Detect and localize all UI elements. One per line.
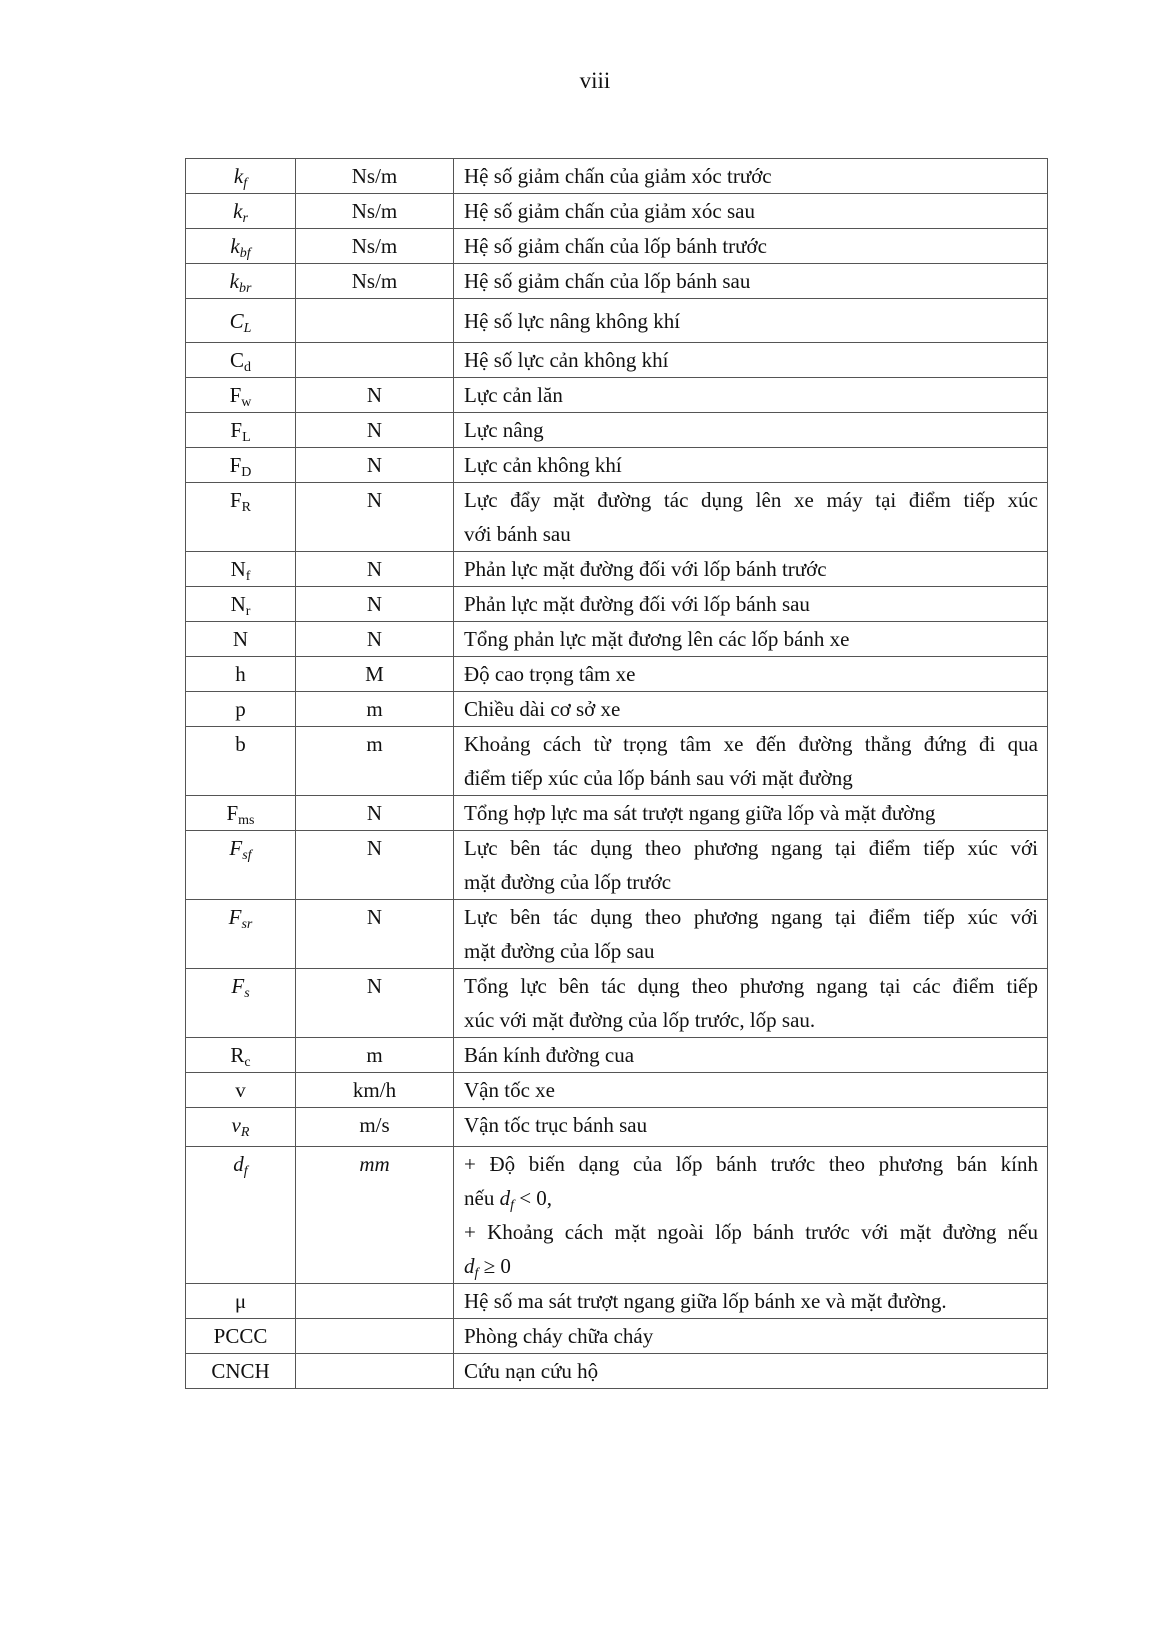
- unit-cell: [296, 483, 454, 552]
- table-row: [186, 483, 1048, 552]
- symbol: F: [229, 488, 242, 512]
- variable: d: [499, 1186, 511, 1210]
- description-cell: [454, 1038, 1048, 1073]
- description-cell: [454, 552, 1048, 587]
- unit-cell: [296, 657, 454, 692]
- table-row: [186, 343, 1048, 378]
- symbol-subscript: L: [242, 430, 251, 445]
- symbol: N: [232, 627, 249, 651]
- symbol: v: [231, 1113, 241, 1137]
- table-row: [186, 159, 1048, 194]
- description-cell: [454, 831, 1048, 900]
- table-row: [186, 1147, 1048, 1284]
- description-line: Tổng phản lực mặt đương lên các lốp bánh xe: [464, 627, 850, 651]
- symbol-cell: [186, 796, 296, 831]
- description-cell: [454, 900, 1048, 969]
- page-number: viii: [579, 68, 611, 93]
- symbol-subscript: c: [244, 1055, 251, 1070]
- symbol-cell: [186, 194, 296, 229]
- unit-cell: [296, 969, 454, 1038]
- unit: N: [366, 801, 383, 825]
- symbol-cell: [186, 159, 296, 194]
- symbol-subscript: w: [241, 395, 252, 410]
- table-row: [186, 796, 1048, 831]
- symbol-cell: [186, 1038, 296, 1073]
- description-cell: [454, 657, 1048, 692]
- symbol-cell: [186, 1354, 296, 1389]
- unit: M: [365, 662, 384, 686]
- symbol-cell: [186, 413, 296, 448]
- description-line: + Khoảng cách mặt ngoài lốp bánh trước với mặt đường nếu: [464, 1220, 1038, 1244]
- text: ≥ 0: [478, 1254, 511, 1278]
- description-line: Hệ số giảm chấn của giảm xóc sau: [464, 199, 755, 223]
- symbol: C: [229, 348, 244, 372]
- unit: Ns/m: [351, 269, 398, 293]
- unit: N: [366, 557, 383, 581]
- description-cell: [454, 343, 1048, 378]
- symbol-table: [185, 158, 1048, 1389]
- symbol-cell: [186, 378, 296, 413]
- description-line: Lực nâng: [464, 418, 544, 442]
- description-line: mặt đường của lốp sau: [464, 939, 655, 963]
- table-row: [186, 900, 1048, 969]
- unit: Ns/m: [351, 199, 398, 223]
- description-line: Cứu nạn cứu hộ: [464, 1359, 599, 1383]
- unit-cell: [296, 796, 454, 831]
- unit-cell: [296, 229, 454, 264]
- symbol-subscript: s: [244, 986, 250, 1001]
- unit-cell: [296, 378, 454, 413]
- unit-cell: [296, 622, 454, 657]
- unit: N: [366, 383, 383, 407]
- unit: m: [366, 732, 383, 756]
- description-line: Tổng hợp lực ma sát trượt ngang giữa lốp và mặt đường: [464, 801, 936, 825]
- description-cell: [454, 413, 1048, 448]
- description-cell: [454, 796, 1048, 831]
- description-line: + Độ biến dạng của lốp bánh trước theo phương bán kính: [464, 1152, 1038, 1176]
- table-row: [186, 299, 1048, 343]
- description-line: xúc với mặt đường của lốp trước, lốp sau.: [464, 1008, 816, 1032]
- unit-cell: [296, 727, 454, 796]
- symbol-cell: [186, 229, 296, 264]
- description-line: Hệ số giảm chấn của lốp bánh sau: [464, 269, 751, 293]
- table-row: [186, 1354, 1048, 1389]
- description-cell: [454, 1284, 1048, 1319]
- unit: mm: [359, 1152, 390, 1176]
- symbol-subscript: bf: [239, 246, 251, 261]
- table-row: [186, 831, 1048, 900]
- table-row: [186, 692, 1048, 727]
- description-cell: [454, 1147, 1048, 1284]
- description-line: Phòng cháy chữa cháy: [464, 1324, 654, 1348]
- description-line: Chiều dài cơ sở xe: [464, 697, 621, 721]
- symbol-cell: [186, 1108, 296, 1147]
- symbol: N: [230, 592, 246, 616]
- unit-cell: [296, 1038, 454, 1073]
- symbol-subscript: f: [243, 1164, 248, 1179]
- description-line: Hệ số giảm chấn của giảm xóc trước: [464, 164, 772, 188]
- unit: N: [366, 592, 383, 616]
- symbol-cell: [186, 1147, 296, 1284]
- table-row: [186, 378, 1048, 413]
- text: < 0,: [513, 1186, 553, 1210]
- table-row: [186, 969, 1048, 1038]
- table-row: [186, 194, 1048, 229]
- table-row: [186, 657, 1048, 692]
- symbol: d: [233, 1152, 244, 1176]
- description-line: Lực bên tác dụng theo phương ngang tại điểm tiếp xúc với: [464, 905, 1038, 929]
- symbol-cell: [186, 622, 296, 657]
- unit-cell: [296, 1284, 454, 1319]
- symbol-cell: [186, 1073, 296, 1108]
- symbol: F: [226, 801, 239, 825]
- table-row: [186, 413, 1048, 448]
- unit: N: [366, 974, 383, 998]
- symbol-subscript: r: [245, 604, 251, 619]
- unit-cell: [296, 159, 454, 194]
- table-row: [186, 727, 1048, 796]
- description-line: điểm tiếp xúc của lốp bánh sau với mặt đường: [464, 766, 853, 790]
- symbol-cell: [186, 692, 296, 727]
- symbol: p: [235, 697, 246, 721]
- description-line: [464, 1249, 1038, 1283]
- unit-cell: [296, 831, 454, 900]
- unit: m: [366, 1043, 383, 1067]
- table-row: [186, 448, 1048, 483]
- description-cell: [454, 194, 1048, 229]
- description-line: Độ cao trọng tâm xe: [464, 662, 636, 686]
- table-row: [186, 552, 1048, 587]
- unit-cell: [296, 194, 454, 229]
- unit: Ns/m: [351, 234, 398, 258]
- description-cell: [454, 229, 1048, 264]
- unit-cell: [296, 413, 454, 448]
- symbol: R: [230, 1043, 245, 1067]
- symbol-cell: [186, 299, 296, 343]
- symbol-subscript: sr: [241, 917, 253, 932]
- description-cell: [454, 264, 1048, 299]
- symbol-cell: [186, 1319, 296, 1354]
- unit: m/s: [359, 1113, 390, 1137]
- unit: Ns/m: [351, 164, 398, 188]
- description-line: [464, 1181, 1038, 1215]
- symbol: k: [230, 234, 240, 258]
- symbol-subscript: d: [244, 360, 251, 375]
- symbol-subscript: r: [242, 211, 248, 226]
- symbol: b: [235, 732, 246, 756]
- symbol: F: [230, 418, 243, 442]
- description-line: mặt đường của lốp trước: [464, 870, 672, 894]
- description-cell: [454, 483, 1048, 552]
- description-cell: [454, 159, 1048, 194]
- unit: km/h: [352, 1078, 397, 1102]
- table-row: [186, 1284, 1048, 1319]
- unit-cell: [296, 1073, 454, 1108]
- description-line: Hệ số ma sát trượt ngang giữa lốp bánh xe và mặt đường.: [464, 1289, 947, 1313]
- table-row: [186, 264, 1048, 299]
- unit-cell: [296, 448, 454, 483]
- table-row: [186, 587, 1048, 622]
- symbol: k: [233, 164, 244, 188]
- symbol-subscript: R: [240, 1125, 250, 1140]
- unit-cell: [296, 264, 454, 299]
- description-line: Lực cản không khí: [464, 453, 622, 477]
- symbol-cell: [186, 727, 296, 796]
- description-line: Vận tốc trục bánh sau: [464, 1113, 648, 1137]
- symbol-subscript: br: [238, 281, 252, 296]
- symbol: k: [229, 269, 239, 293]
- unit: N: [366, 418, 383, 442]
- unit-cell: [296, 692, 454, 727]
- symbol-subscript: D: [241, 465, 252, 480]
- description-cell: [454, 692, 1048, 727]
- symbol: F: [229, 383, 242, 407]
- unit: N: [366, 836, 383, 860]
- unit: N: [366, 488, 383, 512]
- variable-subscript: f: [510, 1198, 514, 1213]
- unit-cell: [296, 343, 454, 378]
- description-line: Lực đẩy mặt đường tác dụng lên xe máy tại điểm tiếp xúc: [464, 488, 1038, 512]
- symbol: F: [229, 453, 242, 477]
- unit-cell: [296, 1354, 454, 1389]
- symbol-subscript: f: [245, 569, 251, 584]
- unit-cell: [296, 1108, 454, 1147]
- symbol-cell: [186, 448, 296, 483]
- description-cell: [454, 727, 1048, 796]
- description-cell: [454, 378, 1048, 413]
- unit-cell: [296, 900, 454, 969]
- table-row: [186, 1038, 1048, 1073]
- description-line: Lực cản lăn: [464, 383, 563, 407]
- symbol-subscript: L: [243, 320, 252, 336]
- description-cell: [454, 1319, 1048, 1354]
- table-row: [186, 229, 1048, 264]
- description-cell: [454, 1354, 1048, 1389]
- description-cell: [454, 587, 1048, 622]
- symbol: F: [231, 974, 245, 998]
- description-line: Phản lực mặt đường đối với lốp bánh sau: [464, 592, 810, 616]
- symbol-cell: [186, 831, 296, 900]
- unit-cell: [296, 552, 454, 587]
- symbol: PCCC: [213, 1324, 268, 1348]
- description-line: Lực bên tác dụng theo phương ngang tại điểm tiếp xúc với: [464, 836, 1038, 860]
- description-line: Hệ số lực cản không khí: [464, 348, 669, 372]
- description-cell: [454, 1108, 1048, 1147]
- symbol-cell: [186, 657, 296, 692]
- unit: N: [366, 453, 383, 477]
- unit: m: [366, 697, 383, 721]
- unit-cell: [296, 1147, 454, 1284]
- symbol-cell: [186, 552, 296, 587]
- description-line: với bánh sau: [464, 522, 571, 546]
- symbol: N: [230, 557, 246, 581]
- symbol: h: [235, 662, 246, 686]
- table-row: [186, 1108, 1048, 1147]
- table-row: [186, 1073, 1048, 1108]
- symbol-cell: [186, 587, 296, 622]
- description-line: Hệ số giảm chấn của lốp bánh trước: [464, 234, 767, 258]
- unit-cell: [296, 587, 454, 622]
- description-line: Khoảng cách từ trọng tâm xe đến đường thẳng đứng đi qua: [464, 732, 1038, 756]
- symbol-cell: [186, 1284, 296, 1319]
- symbol-cell: [186, 343, 296, 378]
- description-line: Hệ số lực nâng không khí: [464, 308, 681, 333]
- variable-subscript: f: [474, 1266, 479, 1281]
- description-cell: [454, 622, 1048, 657]
- symbol-cell: [186, 483, 296, 552]
- symbol: C: [229, 308, 244, 333]
- table-row: [186, 622, 1048, 657]
- table-row: [186, 1319, 1048, 1354]
- symbol-cell: [186, 900, 296, 969]
- description-cell: [454, 1073, 1048, 1108]
- symbol-cell: [186, 264, 296, 299]
- description-line: Tổng lực bên tác dụng theo phương ngang tại các điểm tiếp: [464, 974, 1038, 998]
- symbol: F: [228, 905, 242, 929]
- description-line: Phản lực mặt đường đối với lốp bánh trước: [464, 557, 827, 581]
- symbol-subscript: sf: [242, 848, 252, 863]
- symbol-subscript: R: [241, 500, 252, 515]
- symbol-subscript: ms: [238, 813, 255, 828]
- unit-cell: [296, 299, 454, 343]
- unit-cell: [296, 1319, 454, 1354]
- symbol-subscript: f: [243, 176, 248, 191]
- description-cell: [454, 448, 1048, 483]
- symbol: CNCH: [211, 1359, 270, 1383]
- symbol-cell: [186, 969, 296, 1038]
- symbol: k: [233, 199, 243, 223]
- symbol: μ: [234, 1289, 247, 1313]
- description-cell: [454, 969, 1048, 1038]
- unit: N: [366, 905, 383, 929]
- unit: N: [366, 627, 383, 651]
- description-cell: [454, 299, 1048, 343]
- description-line: Bán kính đường cua: [464, 1043, 635, 1067]
- symbol: v: [235, 1078, 246, 1102]
- symbol: F: [229, 836, 243, 860]
- variable: d: [464, 1254, 475, 1278]
- text: nếu: [464, 1186, 500, 1210]
- description-line: Vận tốc xe: [464, 1078, 555, 1102]
